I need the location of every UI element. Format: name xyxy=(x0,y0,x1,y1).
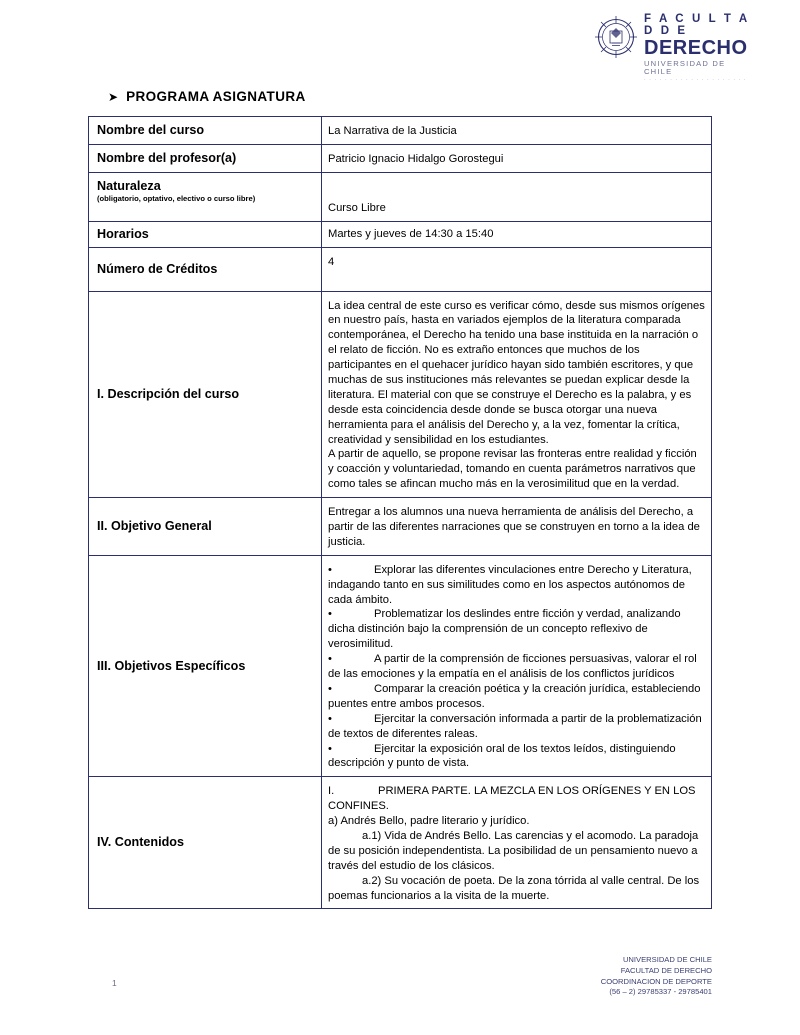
bullet-marker: • xyxy=(328,608,332,621)
table-row xyxy=(89,498,712,556)
list-item-text: Comparar la creación poética y la creación jurídica, estableciendo puentes entre ambos procesos. xyxy=(328,682,701,710)
footer-block xyxy=(601,955,712,998)
page-title-text: PROGRAMA ASIGNATURA xyxy=(126,89,306,104)
contents-item-a2 xyxy=(328,874,705,904)
description-paragraph-1: La idea central de este curso es verificar cómo, desde sus mismos orígenes en nuestro país, hasta en variados ejemplos de la literatura comparada contemporánea, el Derecho ha tenido una base instituida en la narración o el relato de ficción. No es extraño entonces que muchos de los participantes en el quehacer jurídico hayan sido también escritores, y que muchas de sus instituciones más relevantes se puedan explicar desde la literatura. El material con que se construye el Derecho es la palabra, y es desde esta coincidencia desde donde se busca otorgar una nueva herramienta para el análisis del Derecho y, a la vez, fomentar la crítica, creatividad y sensibilidad en los estudiantes. xyxy=(328,299,705,446)
list-item-text: Explorar las diferentes vinculaciones entre Derecho y Literatura, indagando tanto en sus similitudes como en los aspectos autónomos de cada ámbito. xyxy=(328,563,692,606)
row-label-schedule: Horarios xyxy=(89,221,322,247)
page-title xyxy=(108,89,306,104)
footer-line-phone: (56 – 2) 29785337 - 29785401 xyxy=(609,987,712,997)
table-row xyxy=(89,221,712,247)
bullet-marker: • xyxy=(328,712,332,725)
table-row xyxy=(89,117,712,145)
row-value-schedule: Martes y jueves de 14:30 a 15:40 xyxy=(322,221,712,247)
list-item xyxy=(328,563,705,608)
table-row xyxy=(89,172,712,221)
university-seal-icon xyxy=(593,14,639,60)
table-row xyxy=(89,144,712,172)
page-number: 1 xyxy=(112,978,117,988)
list-item-text: Ejercitar la conversación informada a partir de la problematización de textos de diferentes raleas. xyxy=(328,712,702,740)
row-value-contents xyxy=(322,777,712,909)
row-label-contents: IV. Contenidos xyxy=(89,777,322,909)
list-item xyxy=(328,682,705,712)
row-label-general-objective: II. Objetivo General xyxy=(89,498,322,556)
row-label-nature-text: Naturaleza xyxy=(97,178,161,193)
footer-line-coordination: COORDINACION DE DEPORTE xyxy=(600,976,712,986)
contents-item-a1-text: a.1) Vida de Andrés Bello. Las carencias y el acomodo. La paradoja de su posición independentista. La posibilidad de un pensamiento nuevo a través del estudio de los clásicos. xyxy=(328,829,699,872)
row-value-description xyxy=(322,291,712,498)
faculty-logo xyxy=(593,12,753,84)
contents-item-a: a) Andrés Bello, padre literario y jurídico. xyxy=(328,815,530,828)
row-label-description: I. Descripción del curso xyxy=(89,291,322,498)
logo-decorative-dots: · · · · · · · · · · · · · · · · · · · · xyxy=(644,77,747,84)
list-item-text: Ejercitar la exposición oral de los textos leídos, distinguiendo descripción y punto de vista. xyxy=(328,742,676,770)
row-value-nature: Curso Libre xyxy=(322,172,712,221)
table-row xyxy=(89,247,712,291)
arrow-bullet-icon: ➤ xyxy=(108,89,119,104)
row-label-specific-objectives: III. Objetivos Específicos xyxy=(89,555,322,776)
row-value-credits: 4 xyxy=(322,247,712,291)
bullet-marker: • xyxy=(328,653,332,666)
list-item-text: A partir de la comprensión de ficciones persuasivas, valorar el rol de las emociones y la empatía en el análisis de los conflictos jurídicos xyxy=(328,653,697,681)
footer-line-faculty: FACULTAD DE DERECHO xyxy=(620,965,712,975)
description-paragraph-2: A partir de aquello, se propone revisar las fronteras entre realidad y ficción y coacción y voluntariedad, tomando en cuenta parámetros narrativos que como tales se afincan mucho más en la verosimilitud que en la verdad. xyxy=(328,448,697,491)
syllabus-table xyxy=(88,116,712,909)
table-row xyxy=(89,291,712,498)
logo-faculty-line: F A C U L T A D D E xyxy=(644,13,750,37)
row-label-credits: Número de Créditos xyxy=(89,247,322,291)
list-item xyxy=(328,742,705,772)
row-value-course-name: La Narrativa de la Justicia xyxy=(322,117,712,145)
row-label-course-name: Nombre del curso xyxy=(89,117,322,145)
row-value-general-objective: Entregar a los alumnos una nueva herramienta de análisis del Derecho, a partir de las diferentes narraciones que se construyen en torno a la idea de justicia. xyxy=(322,498,712,556)
contents-heading-text: PRIMERA PARTE. LA MEZCLA EN LOS ORÍGENES Y EN LOS CONFINES. xyxy=(328,785,696,813)
bullet-marker: • xyxy=(328,682,332,695)
logo-school-line: DERECHO xyxy=(644,37,748,59)
list-item-text: Problematizar los deslindes entre ficción y verdad, analizando dicha distinción bajo la comprensión de un concepto reflexivo de verosimilitud. xyxy=(328,608,681,651)
list-item xyxy=(328,607,705,652)
roman-marker: I. xyxy=(328,785,335,798)
bullet-marker: • xyxy=(328,742,332,755)
row-label-professor: Nombre del profesor(a) xyxy=(89,144,322,172)
row-value-professor: Patricio Ignacio Hidalgo Gorostegui xyxy=(322,144,712,172)
row-label-nature-subtext: (obligatorio, optativo, electivo o curso libre) xyxy=(97,193,256,203)
bullet-marker: • xyxy=(328,563,332,576)
contents-item-a2-text: a.2) Su vocación de poeta. De la zona tórrida al valle central. De los poemas funcionarios a la visita de la muerte. xyxy=(328,874,700,902)
table-row xyxy=(89,555,712,776)
contents-item-a1 xyxy=(328,829,705,874)
footer-line-university: UNIVERSIDAD DE CHILE xyxy=(622,955,712,964)
list-item xyxy=(328,652,705,682)
row-label-nature xyxy=(89,172,322,221)
contents-heading xyxy=(328,784,705,814)
list-item xyxy=(328,712,705,742)
logo-university-line: UNIVERSIDAD DE CHILE xyxy=(644,59,726,76)
row-value-specific-objectives xyxy=(322,555,712,776)
table-row xyxy=(89,777,712,909)
